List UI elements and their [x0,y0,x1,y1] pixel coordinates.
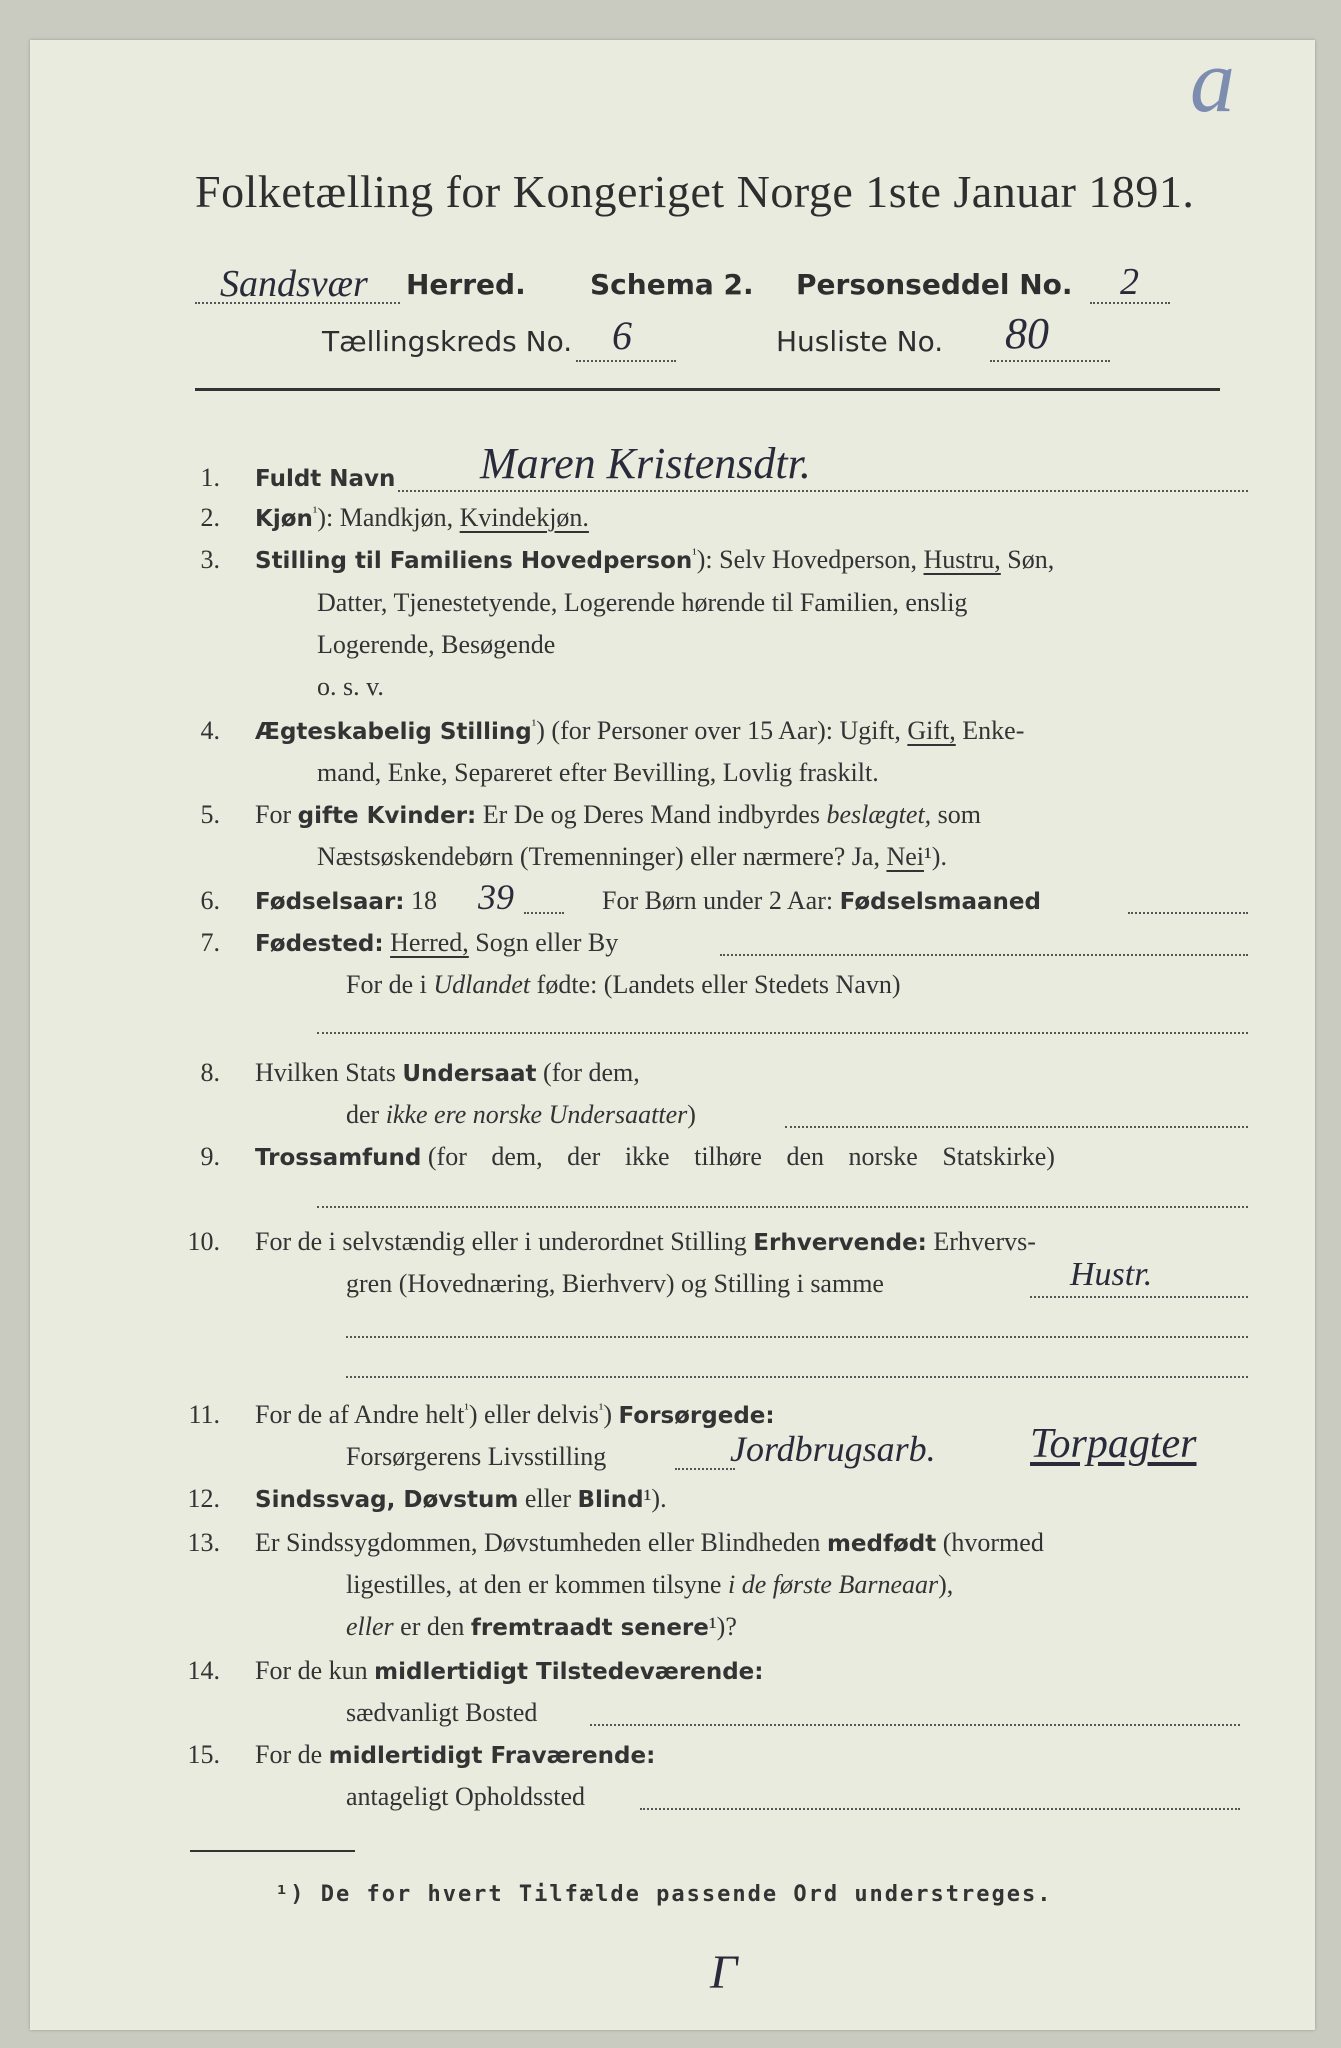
marital-status-marked-option: Gift, [907,716,956,745]
citizenship-text-end: (for dem, [543,1058,640,1087]
supporter-occupation-value-2: Torpagter [1030,1421,1197,1467]
birthplace-line [255,928,618,958]
citizenship-label: Undersaat [402,1061,537,1087]
usual-residence-dotted-line [590,1724,1240,1726]
congenital-line [255,1528,1044,1558]
sex-options: ): Mandkjøn, [317,503,454,532]
occupation-text: For de i selvstændig eller i underordnet Stilling [255,1227,747,1256]
birthplace-abroad-italic: Udlandet [433,970,531,999]
supporter-occupation-label: Forsørgerens Livsstilling [346,1442,607,1471]
birthplace-abroad-line [346,970,901,1000]
congenital-text: Er Sindssygdommen, Døvstumheden eller Blindheden [255,1528,821,1557]
religion-label: Trossamfund [255,1145,422,1171]
usual-residence-label: sædvanligt Bosted [346,1698,538,1727]
item-number: 13. [187,1528,220,1557]
congenital-text-end: (hvormed [942,1528,1044,1557]
birth-month-text: For Børn under 2 Aar: [602,886,834,915]
full-name-dotted-line [398,490,1248,492]
marital-status-line [255,716,1024,746]
citizenship-line-2 [346,1100,696,1130]
married-women-text: For [255,800,292,829]
item-number: 10. [187,1227,220,1256]
occupation-text-end: Erhvervs- [933,1227,1036,1256]
presumed-residence-dotted-line [640,1808,1240,1810]
header-rule [195,388,1220,391]
footnote-rule [190,1850,355,1852]
sex-label: Kjøn [255,506,313,532]
married-women-question-2: Næstsøskendebørn (Tremenninger) eller nærmere? Ja, [317,842,880,871]
citizenship-text: Hvilken Stats [255,1058,396,1087]
item-number: 3. [200,545,220,574]
personseddel-label: Personseddel No. [796,268,1073,301]
bottom-mark: Γ [710,1946,738,1999]
married-women-text-end: som [937,800,982,829]
religion-text: (for dem, der ikke tilhøre den norske Statskirke) [427,1142,1055,1171]
family-position-option: Søn, [1007,545,1055,574]
item-number: 12. [187,1484,220,1513]
citizenship-italic: ikke ere norske Undersaatter [385,1100,688,1129]
married-women-label: gifte Kvinder: [297,803,477,829]
disability-label-2: Blind [577,1487,644,1513]
footnote-marker: ¹ [464,1401,469,1418]
birth-year-line [255,886,437,916]
supporter-occupation-value: Jordbrugsarb. [730,1429,936,1469]
husliste-label: Husliste No. [776,325,944,358]
occupation-label: Erhvervende: [753,1230,927,1256]
supported-label: Forsørgede: [618,1403,775,1429]
citizenship-dotted-line [785,1126,1248,1128]
occupation-dotted-line [1030,1296,1248,1298]
family-position-line-3: Logerende, Besøgende [317,630,556,659]
disability-label: Sindssvag, Døvstum [255,1487,519,1513]
full-name-label: Fuldt Navn [255,466,396,492]
religion-line [255,1142,1055,1172]
citizenship-line [255,1058,640,1088]
birth-month-line [602,886,1041,916]
item-number: 1. [200,463,220,492]
birthplace-options: Sogn eller By [475,928,619,957]
item-number: 15. [187,1740,220,1769]
item-number: 9. [200,1142,220,1171]
sex-marked-option: Kvindekjøn. [459,503,589,532]
corner-mark: a [1190,32,1235,131]
birth-month-dotted-line [1128,912,1248,914]
birth-year-prefix: 18 [411,886,437,915]
religion-dotted-line [317,1206,1248,1208]
congenital-text-2: ligestilles, at den er kommen tilsyne [346,1570,722,1599]
citizenship-text-2: der [346,1100,380,1129]
married-women-marked-option: Nei [886,842,924,871]
item-number: 7. [200,928,220,957]
married-women-line [255,800,981,830]
family-position-line [255,545,1054,575]
congenital-line-2 [346,1570,953,1600]
item-number: 5. [200,800,220,829]
supported-text-2: ) eller delvis [468,1400,599,1429]
full-name-value: Maren Kristensdtr. [480,439,811,488]
herred-value: Sandsvær [220,263,368,305]
marital-status-option: Enke- [962,716,1025,745]
married-women-line-2 [317,842,947,872]
supporter-dotted-line [675,1468,735,1470]
disability-text: eller [524,1484,571,1513]
footnote-marker: ¹ [531,717,537,734]
family-position-marked-option: Hustru, [923,545,1001,574]
item-number: 2. [200,503,220,532]
census-form-sheet [30,32,1315,2030]
item-number: 8. [200,1058,220,1087]
temporary-absent-text: For de [255,1740,323,1769]
item-number: 6. [200,886,220,915]
footnote-marker: ¹ [312,504,318,521]
marital-status-options: ) (for Personer over 15 Aar): Ugift, [536,716,901,745]
family-position-options: ): Selv Hovedperson, [696,545,918,574]
form-title: Folketælling for Kongeriget Norge 1ste Januar 1891. [195,166,1195,217]
family-position-label: Stilling til Familiens Hovedperson [255,548,693,574]
birthplace-marked-option: Herred, [390,928,469,957]
congenital-paren: ), [938,1570,954,1599]
citizenship-paren: ) [687,1100,696,1129]
birthplace-abroad-text-end: fødte: (Landets eller Stedets Navn) [536,970,901,999]
kreds-label: Tællingskreds No. [322,325,573,358]
birth-year-value: 39 [478,877,514,917]
birth-month-label: Fødselsmaaned [839,889,1041,915]
herred-label: Herred. [406,268,526,301]
birthplace-label: Fødested: [255,931,384,957]
congenital-line-3 [346,1612,737,1642]
personseddel-value: 2 [1120,261,1139,303]
kreds-dotted-line [576,360,676,362]
congenital-italic-2: eller [346,1612,394,1641]
birthplace-dotted-line [720,954,1248,956]
item-number: 14. [187,1656,220,1685]
temporary-present-text: For de kun [255,1656,368,1685]
item-number: 4. [200,716,220,745]
birthplace-abroad-text: For de i [346,970,427,999]
sex-line [255,503,589,533]
temporary-present-label: midlertidigt Tilstedeværende: [374,1659,764,1685]
footnote-marker: ¹). [643,1484,667,1513]
presumed-residence-label: antageligt Opholdssted [346,1782,586,1811]
kreds-value: 6 [612,313,632,358]
footnote-text: ¹) De for hvert Tilfælde passende Ord understreges. [275,1882,1053,1907]
supported-paren: ) [603,1400,613,1429]
disability-line [255,1484,667,1514]
congenital-label-2: fremtraadt senere [470,1615,709,1641]
temporary-present-line [255,1656,763,1686]
husliste-value: 80 [1005,309,1049,358]
footnote-marker: ¹)? [708,1612,737,1641]
husliste-dotted-line [990,360,1110,362]
congenital-italic: i de første Barneaar [727,1570,939,1599]
temporary-absent-label: midlertidigt Fraværende: [328,1743,656,1769]
family-position-line-2: Datter, Tjenestetyende, Logerende hørende til Familien, enslig [317,588,968,617]
occupation-line [255,1227,1036,1257]
footnote-marker: ¹). [924,842,947,871]
occupation-line-2: gren (Hovednæring, Bierhverv) og Stilling i samme [346,1269,884,1298]
occupation-value: Hustr. [1070,1256,1153,1293]
congenital-label: medfødt [826,1531,937,1557]
family-position-line-4: o. s. v. [317,672,384,701]
footnote-marker: ¹ [692,546,697,563]
marital-status-label: Ægteskabelig Stilling [255,719,532,745]
footnote-marker: ¹ [598,1401,604,1418]
married-women-related: beslægtet, [826,800,932,829]
congenital-text-3: er den [400,1612,465,1641]
item-number: 11. [188,1400,220,1429]
temporary-absent-line [255,1740,655,1770]
supported-line [255,1400,775,1430]
birthplace-abroad-dotted-line [317,1032,1248,1034]
supported-text: For de af Andre helt [255,1400,465,1429]
schema-label: Schema 2. [590,268,754,301]
birth-year-label: Fødselsaar: [255,889,405,915]
occupation-dotted-line-2 [346,1336,1248,1338]
marital-status-line-2: mand, Enke, Separeret efter Bevilling, Lovlig fraskilt. [317,758,879,787]
married-women-question: Er De og Deres Mand indbyrdes [482,800,820,829]
occupation-dotted-line-3 [346,1376,1248,1378]
birth-year-dotted-line [524,912,564,914]
